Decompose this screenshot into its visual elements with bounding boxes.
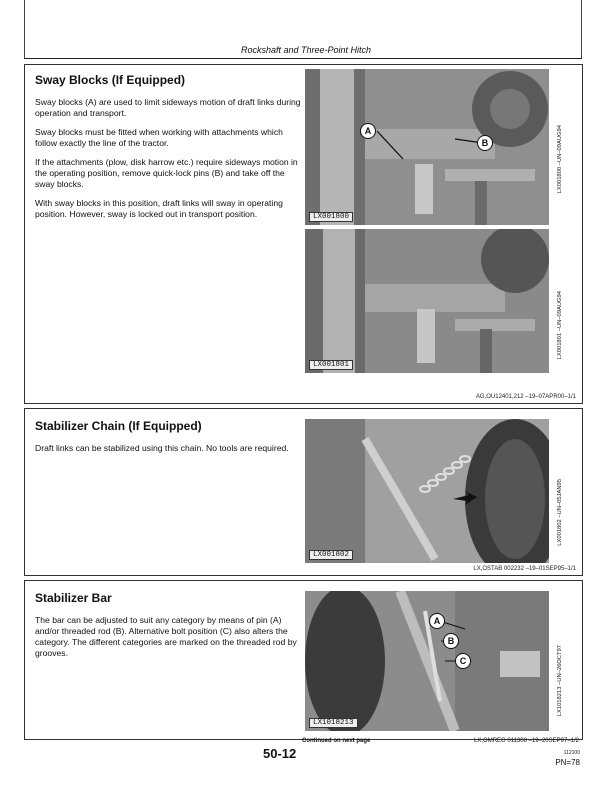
photo-stabilizer-bar: [305, 591, 549, 731]
paragraph: Sway blocks must be fitted when working with attachments which follow exactly the line of the tractor.: [35, 127, 283, 148]
page-number: 50-12: [263, 746, 297, 761]
reference-code: AG,OU12401,212 –19–07APR00–1/1: [475, 394, 576, 400]
reference-code: LX,OSTAB 002232 –19–01SEP95–1/1: [473, 566, 576, 572]
photo-label: LX1018213: [309, 718, 358, 728]
section-body: [35, 443, 303, 462]
date-code: 112100: [563, 750, 580, 756]
callout-a: A: [429, 613, 445, 629]
page-header-title: Rockshaft and Three-Point Hitch: [240, 45, 372, 55]
photo-side-code: LX001801 –UN–09AUG94: [557, 291, 563, 360]
paragraph: Draft links can be stabilized using this chain. No tools are required.: [35, 443, 289, 453]
photo-sway-blocks-2: [305, 229, 549, 373]
photo-side-code: LX1018213 –UN–26OCT97: [557, 645, 563, 717]
section-title: Sway Blocks (If Equipped): [35, 73, 186, 87]
photo-label: LX001802: [309, 550, 353, 560]
section-stabilizer-chain: [24, 408, 583, 576]
callout-b: B: [477, 135, 493, 151]
section-title: Stabilizer Bar: [35, 591, 112, 605]
photo-illustration: [305, 69, 549, 225]
section-body: [35, 97, 303, 228]
header-rule: [24, 58, 582, 59]
section-title: Stabilizer Chain (If Equipped): [35, 419, 202, 433]
callout-a: A: [360, 123, 376, 139]
reference-code: LX,OMREG 011308 –19–20SEP97–1/2: [474, 738, 579, 744]
photo-illustration: [305, 419, 549, 563]
pn-number: PN=78: [555, 758, 580, 767]
photo-illustration: [305, 229, 549, 373]
section-stabilizer-bar: [24, 580, 583, 740]
paragraph: If the attachments (plow, disk harrow etc.) require sideways motion in the operating position, remove quick-lock pins (B) and take off the sway blocks.: [35, 157, 298, 189]
photo-label: LX001801: [309, 360, 353, 370]
photo-stabilizer-chain: [305, 419, 549, 563]
photo-side-code: LX001802 –UN–05JAN95: [557, 479, 563, 546]
paragraph: With sway blocks in this position, draft links will sway in operating position. However, sway is locked out in transport position.: [35, 198, 283, 219]
photo-sway-blocks-1: [305, 69, 549, 225]
section-body: [35, 615, 303, 667]
photo-side-code: LX001800 –UN–09AUG94: [557, 125, 563, 194]
photo-illustration: [305, 591, 549, 731]
callout-c: C: [455, 653, 471, 669]
paragraph: The bar can be adjusted to suit any category by means of pin (A) and/or threaded rod (B). Alternative bolt position (C) also alters the category. The different categories are marked on the threaded rod by grooves.: [35, 615, 297, 658]
section-sway-blocks: [24, 64, 583, 404]
callout-b: B: [443, 633, 459, 649]
continued-note: Continued on next page: [302, 738, 371, 744]
paragraph: Sway blocks (A) are used to limit sideways motion of draft links during operation and transport.: [35, 97, 301, 118]
photo-label: LX001800: [309, 212, 353, 222]
